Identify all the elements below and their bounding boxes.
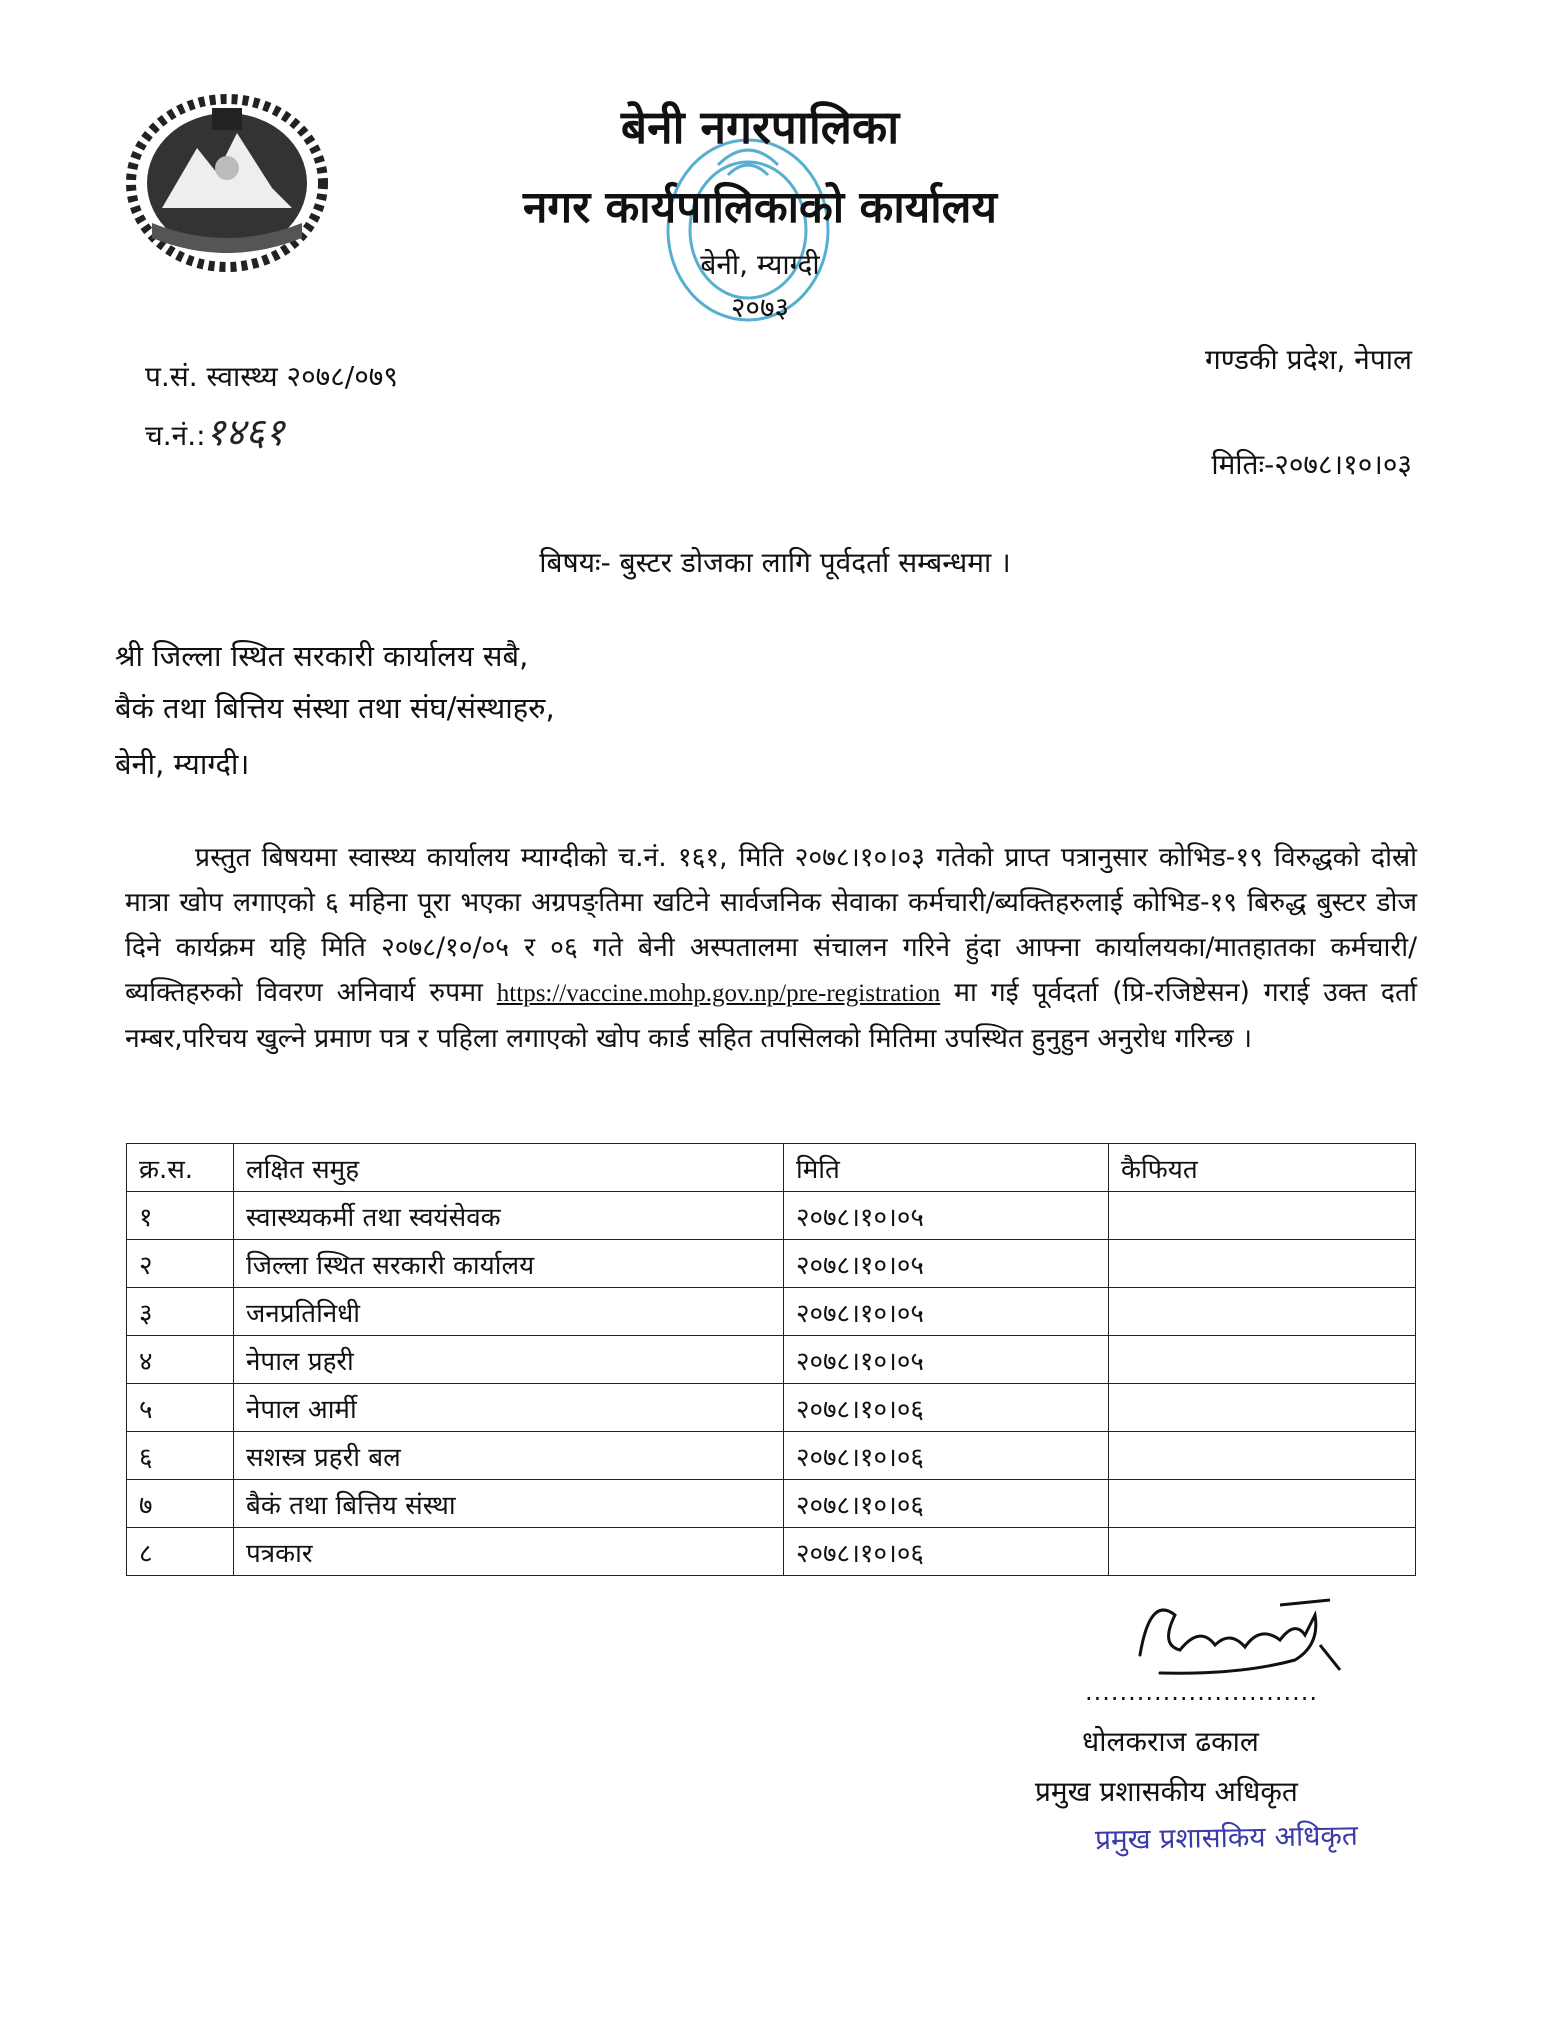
cell-remarks (1109, 1336, 1416, 1384)
cell-date: २०७८।१०।०६ (784, 1384, 1109, 1432)
letter-body (125, 835, 1417, 1061)
cell-remarks (1109, 1288, 1416, 1336)
cell-remarks (1109, 1384, 1416, 1432)
header-date: मिति (784, 1144, 1109, 1192)
cell-group: जिल्ला स्थित सरकारी कार्यालय (234, 1240, 784, 1288)
cell-date: २०७८।१०।०५ (784, 1288, 1109, 1336)
table-header-row (127, 1144, 1416, 1192)
office-name: नगर कार्यपालिकाको कार्यालय (523, 182, 997, 233)
cell-date: २०७८।१०।०६ (784, 1432, 1109, 1480)
dispatch-label: च.नं.: (145, 419, 206, 452)
table-row (127, 1336, 1416, 1384)
schedule-table (126, 1143, 1416, 1576)
addressee-line-2: बैकं तथा बित्तिय संस्था तथा संघ/संस्थाहरु, (115, 691, 555, 725)
cell-date: २०७८।१०।०५ (784, 1192, 1109, 1240)
cell-group: नेपाल प्रहरी (234, 1336, 784, 1384)
cell-group: स्वास्थ्यकर्मी तथा स्वयंसेवक (234, 1192, 784, 1240)
addressee-line-1: श्री जिल्ला स्थित सरकारी कार्यालय सबै, (115, 639, 529, 673)
letter-date: मितिः-२०७८।१०।०३ (1211, 448, 1412, 481)
cell-serial: ७ (127, 1480, 234, 1528)
cell-remarks (1109, 1480, 1416, 1528)
cell-serial: ४ (127, 1336, 234, 1384)
cell-serial: १ (127, 1192, 234, 1240)
header-target-group: लक्षित समुह (234, 1144, 784, 1192)
signature-icon (1120, 1585, 1350, 1685)
table-row (127, 1240, 1416, 1288)
signature-line: ........................... (1085, 1678, 1318, 1706)
cell-group: बैकं तथा बित्तिय संस्था (234, 1480, 784, 1528)
municipality-name: बेनी नगरपालिका (620, 100, 900, 154)
table-row (127, 1192, 1416, 1240)
title-stamp: प्रमुख प्रशासकिय अधिकृत (1094, 1818, 1359, 1857)
cell-remarks (1109, 1192, 1416, 1240)
cell-group: पत्रकार (234, 1528, 784, 1576)
cell-serial: ३ (127, 1288, 234, 1336)
cell-remarks (1109, 1240, 1416, 1288)
cell-group: नेपाल आर्मी (234, 1384, 784, 1432)
header-serial: क्र.स. (127, 1144, 234, 1192)
table-row (127, 1432, 1416, 1480)
signatory-name: धोलकराज ढकाल (1082, 1725, 1259, 1758)
table-row (127, 1384, 1416, 1432)
signatory-title: प्रमुख प्रशासकीय अधिकृत (1035, 1775, 1298, 1808)
registration-link[interactable]: https://vaccine.mohp.gov.np/pre-registration (496, 980, 941, 1007)
cell-group: सशस्त्र प्रहरी बल (234, 1432, 784, 1480)
cell-group: जनप्रतिनिधी (234, 1288, 784, 1336)
addressee-line-3: बेनी, म्याग्दी। (115, 747, 250, 781)
cell-date: २०७८।१०।०५ (784, 1336, 1109, 1384)
body-part-1: प्रस्तुत बिषयमा स्वास्थ्य कार्यालय म्याग्दीको च.नं. १६१, मिति २०७८।१०।०३ गतेको प्राप्त पत्रानुसार कोभिड-१९ विरुद्धको दोस्रो मात्रा खोप लगाएको ६ महिना पूरा भएका अग्रपङ्तिमा खटिने सार्वजनिक सेवाका कर्मचारी/ब्यक्तिहरुलाई कोभिड-१९ बिरुद्ध बुस्टर डोज दिने कार्यक्रम यहि मिति २०७८/१०/०५ र ०६ गते बेनी अस्पतालमा संचालन गरिने हुंदा आफ्ना कार्यालयका/मातहातका कर्मचारी/ब्यक्तिहरुको विवरण अनिवार्य रुपमा (125, 842, 1417, 1008)
cell-serial: ८ (127, 1528, 234, 1576)
table-row (127, 1480, 1416, 1528)
reference-number: प.सं. स्वास्थ्य २०७८/०७९ (145, 360, 398, 393)
cell-remarks (1109, 1528, 1416, 1576)
office-location: बेनी, म्याग्दी (700, 248, 820, 281)
nepal-emblem-icon (122, 88, 332, 278)
dispatch-value: १४६१ (205, 410, 285, 454)
cell-date: २०७८।१०।०५ (784, 1240, 1109, 1288)
cell-serial: २ (127, 1240, 234, 1288)
body-paragraph (125, 835, 1417, 1061)
cell-serial: ५ (127, 1384, 234, 1432)
dispatch-number (145, 405, 285, 457)
table-row (127, 1288, 1416, 1336)
cell-date: २०७८।१०।०६ (784, 1480, 1109, 1528)
body-part-2: मा गई पूर्वदर्ता (प्रि-रजिष्टेसन) गराई उक्त दर्ता नम्बर,परिचय खुल्ने प्रमाण पत्र र पहिला लगाएको खोप कार्ड सहित तपसिलको मितिमा उपस्थित हुनुहुन अनुरोध गरिन्छ । (125, 977, 1417, 1054)
province-name: गण्डकी प्रदेश, नेपाल (1204, 343, 1412, 376)
cell-remarks (1109, 1432, 1416, 1480)
cell-date: २०७८।१०।०६ (784, 1528, 1109, 1576)
table-row (127, 1528, 1416, 1576)
header-remarks: कैफियत (1109, 1144, 1416, 1192)
established-year: २०७३ (730, 291, 790, 324)
letter-subject: बिषयः- बुस्टर डोजका लागि पूर्वदर्ता सम्बन्धमा । (539, 546, 1011, 579)
cell-serial: ६ (127, 1432, 234, 1480)
